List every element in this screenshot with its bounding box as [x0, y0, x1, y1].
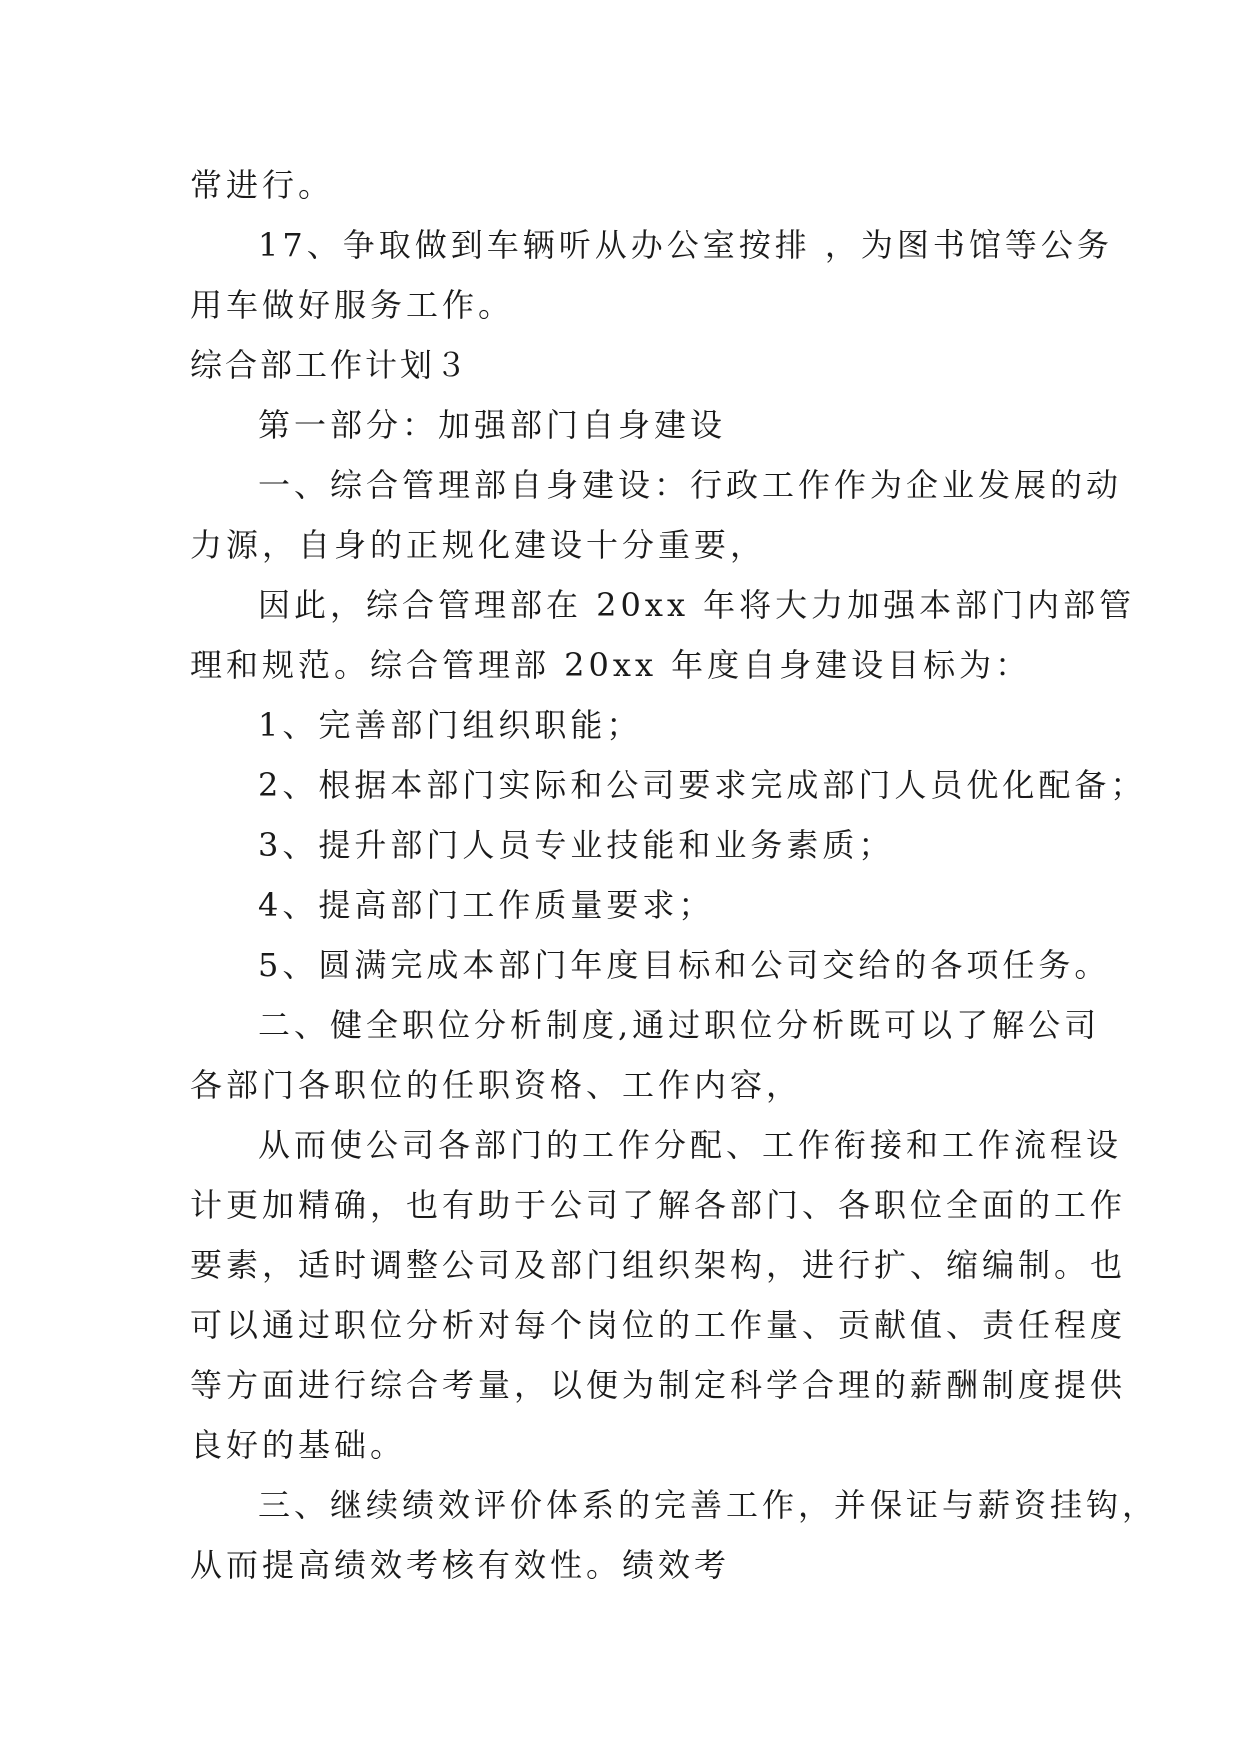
list-item: 2、根据本部门实际和公司要求完成部门人员优化配备；: [258, 766, 1147, 804]
section-heading: 综合部工作计划３: [190, 346, 471, 384]
text-line: 力源，自身的正规化建设十分重要，: [190, 526, 767, 564]
list-item: 3、提升部门人员专业技能和业务素质；: [258, 826, 895, 864]
text-line: 各部门各职位的任职资格、工作内容，: [190, 1066, 803, 1104]
document-body: [190, 155, 1159, 1595]
text-line: 常进行。: [190, 166, 335, 204]
text-line: 二、健全职位分析制度,通过职位分析既可以了解公司: [258, 1006, 1101, 1044]
list-item: 5、圆满完成本部门年度目标和公司交给的各项任务。: [258, 946, 1111, 984]
text-line: 理和规范。综合管理部 20xx 年度自身建设目标为：: [190, 646, 1032, 684]
list-item: 1、完善部门组织职能；: [258, 706, 643, 744]
text-line: 因此，综合管理部在 20xx 年将大力加强本部门内部管: [258, 586, 1136, 624]
text-line: 用车做好服务工作。: [190, 286, 515, 324]
text-line: 等方面进行综合考量，以便为制定科学合理的薪酬制度提供: [190, 1366, 1127, 1404]
text-line: 17、争取做到车辆听从办公室按排 ，为图书馆等公务: [258, 226, 1113, 264]
text-line: 要素，适时调整公司及部门组织架构，进行扩、缩编制。也: [190, 1246, 1127, 1284]
part-heading: 第一部分：加强部门自身建设: [258, 406, 727, 444]
text-line: 三、继续绩效评价体系的完善工作，并保证与薪资挂钩，: [258, 1486, 1159, 1524]
text-line: 良好的基础。: [190, 1426, 407, 1464]
text-line: 可以通过职位分析对每个岗位的工作量、贡献值、责任程度: [190, 1306, 1127, 1344]
text-line: 从而使公司各部门的工作分配、工作衔接和工作流程设: [258, 1126, 1123, 1164]
list-item: 4、提高部门工作质量要求；: [258, 886, 715, 924]
text-line: 计更加精确，也有助于公司了解各部门、各职位全面的工作: [190, 1186, 1127, 1224]
text-line: 一、综合管理部自身建设：行政工作作为企业发展的动: [258, 466, 1123, 504]
text-line: 从而提高绩效考核有效性。绩效考: [190, 1546, 731, 1584]
